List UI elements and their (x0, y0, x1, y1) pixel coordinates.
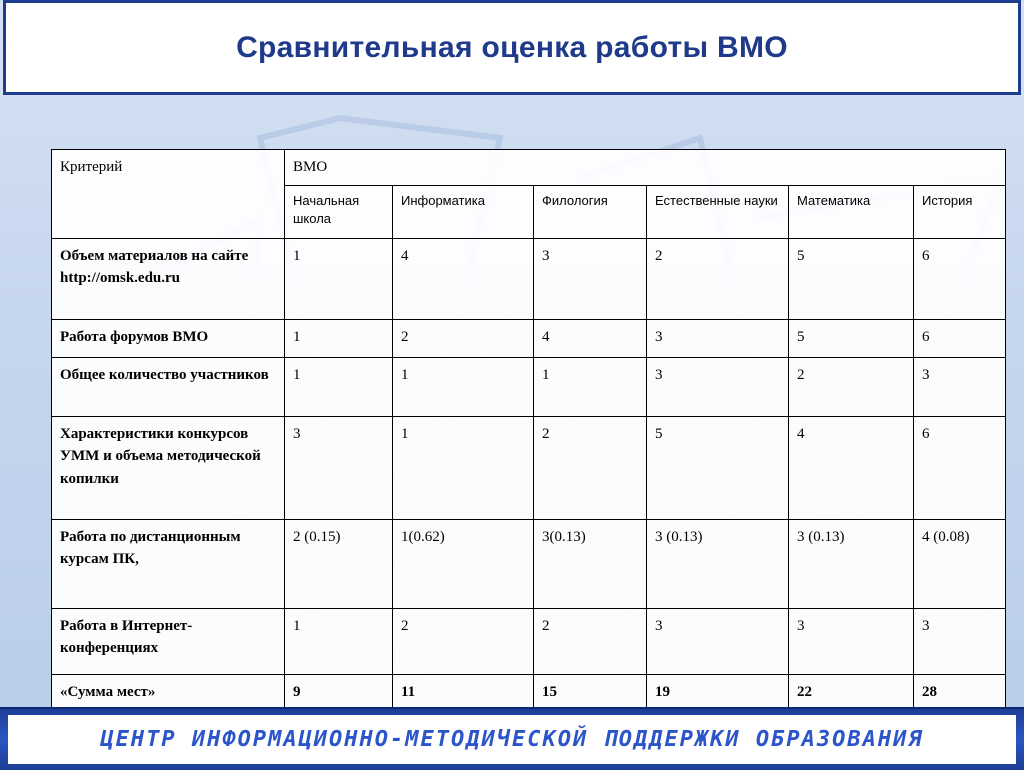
table-row (52, 357, 1006, 416)
footer-banner (0, 707, 1024, 770)
value-cell: 3 (0.13) (647, 519, 789, 608)
value-cell: 19 (647, 674, 789, 710)
table-row (52, 416, 1006, 519)
column-header: Математика (789, 185, 914, 238)
criterion-cell: Работа форумов ВМО (52, 319, 285, 357)
sum-row (52, 674, 1006, 710)
value-cell: 22 (789, 674, 914, 710)
footer-title: ЦЕНТР ИНФОРМАЦИОННО-МЕТОДИЧЕСКОЙ ПОДДЕРЖКИ ОБРАЗОВАНИЯ (100, 727, 924, 752)
criterion-cell: Объем материалов на сайте http://omsk.edu.ru (52, 238, 285, 319)
value-cell: 2 (0.15) (285, 519, 393, 608)
column-header: Начальная школа (285, 185, 393, 238)
value-cell: 3 (914, 608, 1006, 674)
group-header: ВМО (285, 150, 1006, 186)
column-header: Естественные науки (647, 185, 789, 238)
value-cell: 4 (534, 319, 647, 357)
value-cell: 28 (914, 674, 1006, 710)
criterion-cell: Характеристики конкурсов УММ и объема методической копилки (52, 416, 285, 519)
value-cell: 3 (789, 608, 914, 674)
value-cell: 2 (534, 416, 647, 519)
footer-logo-panel (8, 715, 1016, 764)
comparison-table (51, 149, 1006, 710)
value-cell: 3 (0.13) (789, 519, 914, 608)
value-cell: 2 (789, 357, 914, 416)
table-row (52, 238, 1006, 319)
criterion-cell: Общее количество участников (52, 357, 285, 416)
value-cell: 4 (393, 238, 534, 319)
value-cell: 6 (914, 238, 1006, 319)
value-cell: 1 (534, 357, 647, 416)
value-cell: 1 (285, 357, 393, 416)
column-header: Филология (534, 185, 647, 238)
value-cell: 1 (393, 416, 534, 519)
value-cell: 15 (534, 674, 647, 710)
value-cell: 3 (647, 319, 789, 357)
table-header-row (52, 150, 1006, 186)
value-cell: 2 (393, 319, 534, 357)
comparison-table-container (51, 149, 1005, 710)
value-cell: 6 (914, 319, 1006, 357)
column-header: Информатика (393, 185, 534, 238)
table-row (52, 319, 1006, 357)
value-cell: 3 (647, 357, 789, 416)
table-row (52, 608, 1006, 674)
value-cell: 5 (789, 319, 914, 357)
value-cell: 5 (647, 416, 789, 519)
value-cell: 9 (285, 674, 393, 710)
value-cell: 4 (789, 416, 914, 519)
value-cell: 1 (285, 238, 393, 319)
criterion-cell: Работа по дистанционным курсам ПК, (52, 519, 285, 608)
criterion-header: Критерий (52, 150, 285, 239)
column-header: История (914, 185, 1006, 238)
value-cell: 1 (285, 319, 393, 357)
value-cell: 2 (393, 608, 534, 674)
value-cell: 3 (647, 608, 789, 674)
value-cell: 2 (534, 608, 647, 674)
criterion-cell: Работа в Интернет-конференциях (52, 608, 285, 674)
title-bar (3, 0, 1021, 95)
value-cell: 2 (647, 238, 789, 319)
value-cell: 3 (534, 238, 647, 319)
page-title: Сравнительная оценка работы ВМО (236, 30, 788, 64)
value-cell: 1 (393, 357, 534, 416)
value-cell: 5 (789, 238, 914, 319)
value-cell: 1(0.62) (393, 519, 534, 608)
value-cell: 3 (285, 416, 393, 519)
value-cell: 3 (914, 357, 1006, 416)
criterion-cell: «Сумма мест» (52, 674, 285, 710)
value-cell: 4 (0.08) (914, 519, 1006, 608)
value-cell: 11 (393, 674, 534, 710)
value-cell: 6 (914, 416, 1006, 519)
value-cell: 1 (285, 608, 393, 674)
table-row (52, 519, 1006, 608)
value-cell: 3(0.13) (534, 519, 647, 608)
